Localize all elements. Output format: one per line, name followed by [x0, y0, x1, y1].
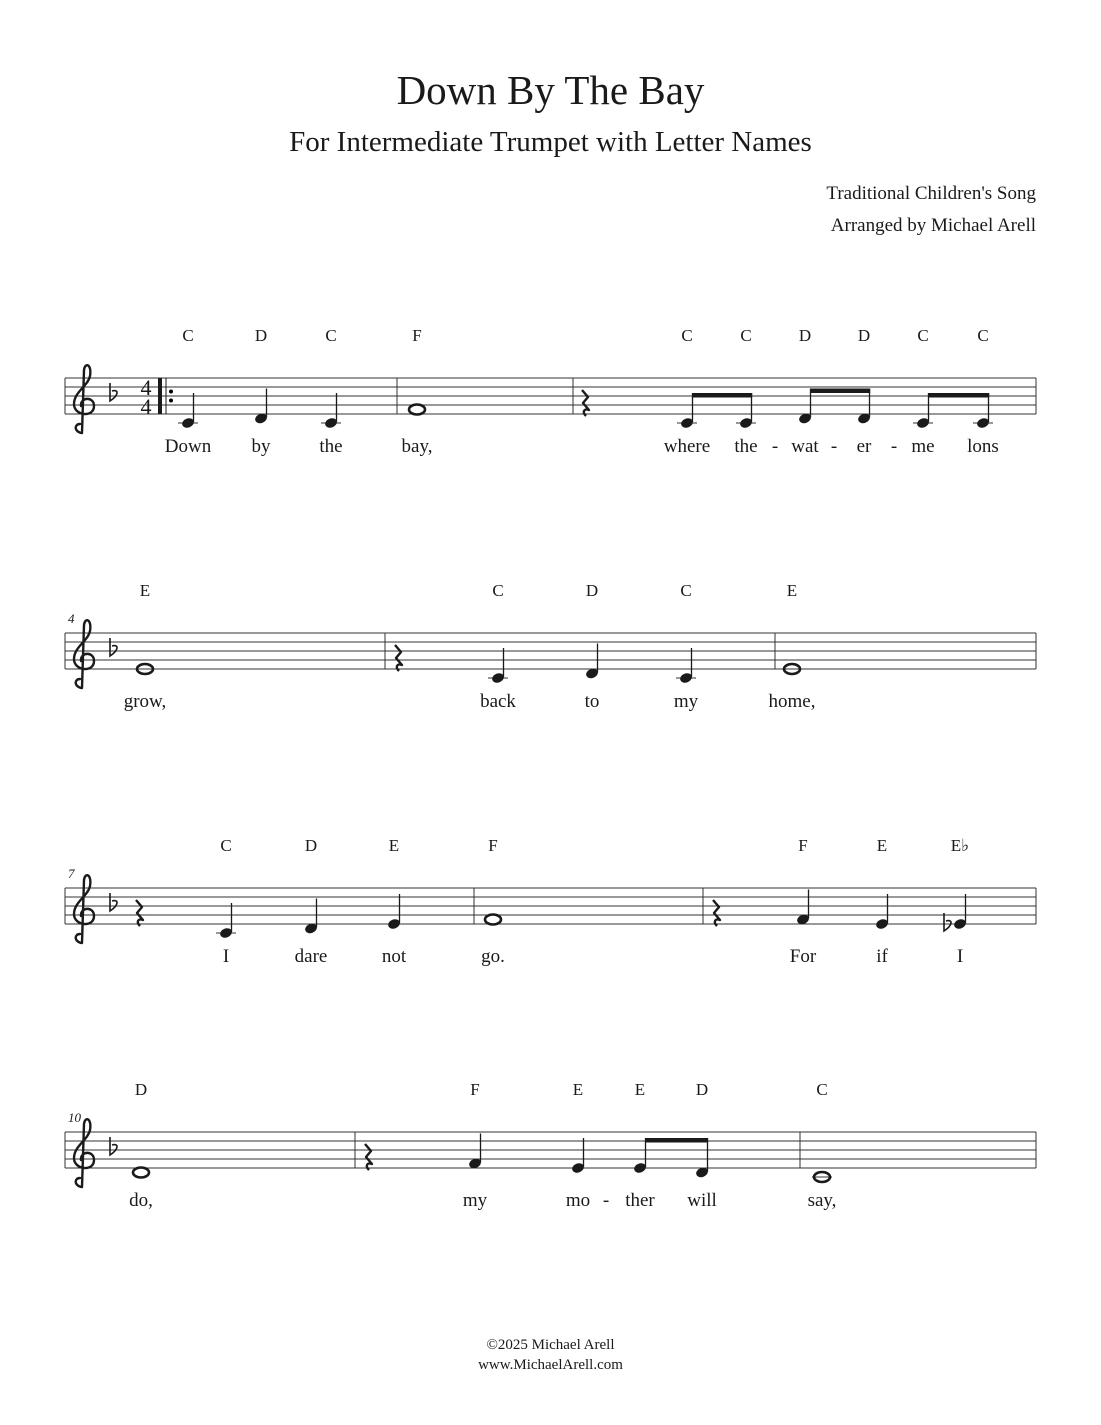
treble-clef-stroke — [74, 365, 94, 433]
lyric-hyphen: - — [890, 436, 898, 457]
key-signature-flat-icon — [110, 638, 117, 656]
note-letter-name: E — [634, 1080, 646, 1099]
quarter-rest — [365, 1144, 372, 1170]
repeat-thick-bar — [158, 378, 162, 414]
lyric-syllable: I — [222, 946, 230, 967]
flat-stroke — [944, 913, 951, 931]
lyric-syllable: where — [663, 436, 711, 457]
flat-stroke — [110, 383, 117, 401]
lyric-syllable: do, — [129, 1190, 153, 1211]
key-signature-flat-icon — [110, 893, 117, 911]
lyric-syllable: the — [319, 436, 343, 457]
lyric-syllable: Down — [164, 436, 212, 457]
flat-stroke — [110, 893, 117, 911]
lyric-syllable: dare — [294, 946, 328, 967]
beam — [928, 393, 989, 398]
song-title: Down By The Bay — [396, 67, 705, 113]
treble-clef-stroke — [74, 620, 94, 688]
lyric-syllable: to — [584, 691, 600, 712]
note-letter-name: C — [220, 836, 232, 855]
time-signature-top: 4 — [140, 375, 152, 400]
note-letter-name: D — [798, 326, 812, 345]
lyric-syllable: bay, — [401, 436, 433, 457]
key-signature-flat-icon — [110, 1137, 117, 1155]
repeat-dot — [169, 390, 173, 394]
note-letter-name: E — [876, 836, 888, 855]
treble-clef-stroke — [74, 875, 94, 943]
lyric-syllable: my — [673, 691, 699, 712]
note-letter-name: C — [182, 326, 194, 345]
arranger-credit: Arranged by Michael Arell — [830, 215, 1036, 236]
song-subtitle: For Intermediate Trumpet with Letter Names — [289, 126, 812, 158]
lyric-syllable: wat — [791, 436, 819, 457]
note-letter-name: C — [680, 581, 692, 600]
lyric-syllable: ther — [625, 1190, 655, 1211]
note-letter-name: E — [572, 1080, 584, 1099]
lyric-syllable: me — [911, 436, 935, 457]
lyric-syllable: not — [381, 946, 407, 967]
note-letter-name: F — [488, 836, 498, 855]
note-letter-name: D — [134, 1080, 148, 1099]
flat-stroke — [110, 1137, 117, 1155]
key-signature-flat-icon — [110, 383, 117, 401]
note-letter-name: D — [254, 326, 268, 345]
note-letter-name: C — [816, 1080, 828, 1099]
whole-note — [133, 1168, 149, 1178]
composer-credit: Traditional Children's Song — [826, 183, 1036, 204]
beam — [692, 393, 752, 398]
copyright-notice: ©2025 Michael Arell — [486, 1337, 615, 1353]
lyric-syllable: if — [876, 946, 888, 967]
lyric-syllable: home, — [768, 691, 816, 712]
note-letter-name: C — [325, 326, 337, 345]
quarter-rest — [582, 390, 589, 416]
lyric-syllable: my — [462, 1190, 488, 1211]
note-letter-name: D — [695, 1080, 709, 1099]
quarter-rest — [395, 645, 402, 671]
lyric-syllable: For — [789, 946, 817, 967]
whole-note — [485, 915, 501, 925]
treble-clef-stroke — [74, 1119, 94, 1187]
note-letter-name: C — [977, 326, 989, 345]
lyric-syllable: by — [251, 436, 271, 457]
note-letter-name: C — [492, 581, 504, 600]
lyric-syllable: mo — [565, 1190, 591, 1211]
note-letter-name: C — [917, 326, 929, 345]
lyric-hyphen: - — [602, 1190, 610, 1211]
note-letter-name: F — [412, 326, 422, 345]
website-link[interactable]: www.MichaelArell.com — [478, 1357, 623, 1373]
repeat-dot — [169, 399, 173, 403]
beam — [810, 389, 870, 394]
treble-clef-icon — [74, 875, 94, 943]
quarter-rest — [136, 900, 143, 926]
lyric-syllable: the — [734, 436, 758, 457]
note-letter-name: D — [304, 836, 318, 855]
treble-clef-icon — [74, 365, 94, 433]
beam — [645, 1138, 708, 1143]
lyric-syllable: grow, — [123, 691, 167, 712]
note-letter-name: E♭ — [950, 836, 970, 855]
note-letter-name: C — [740, 326, 752, 345]
time-signature-bottom: 4 — [140, 394, 152, 419]
lyric-hyphen: - — [830, 436, 838, 457]
lyric-syllable: back — [480, 691, 516, 712]
lyric-hyphen: - — [771, 436, 779, 457]
note-letter-name: D — [857, 326, 871, 345]
measure-number: 10 — [68, 1110, 81, 1125]
treble-clef-icon — [74, 1119, 94, 1187]
accidental-flat-icon — [944, 913, 951, 931]
treble-clef-icon — [74, 620, 94, 688]
note-letter-name: E — [388, 836, 400, 855]
quarter-rest — [713, 900, 720, 926]
measure-number: 4 — [68, 611, 75, 626]
note-letter-name: E — [139, 581, 151, 600]
note-letter-name: C — [681, 326, 693, 345]
lyric-syllable: say, — [807, 1190, 837, 1211]
flat-stroke — [110, 638, 117, 656]
note-letter-name: D — [585, 581, 599, 600]
measure-number: 7 — [68, 866, 75, 881]
note-letter-name: E — [786, 581, 798, 600]
note-letter-name: F — [470, 1080, 480, 1099]
lyric-syllable: I — [956, 946, 964, 967]
lyric-syllable: er — [856, 436, 872, 457]
note-letter-name: F — [798, 836, 808, 855]
whole-note — [409, 405, 425, 415]
lyric-syllable: will — [687, 1190, 717, 1211]
lyric-syllable: lons — [967, 436, 999, 457]
lyric-syllable: go. — [481, 946, 505, 967]
